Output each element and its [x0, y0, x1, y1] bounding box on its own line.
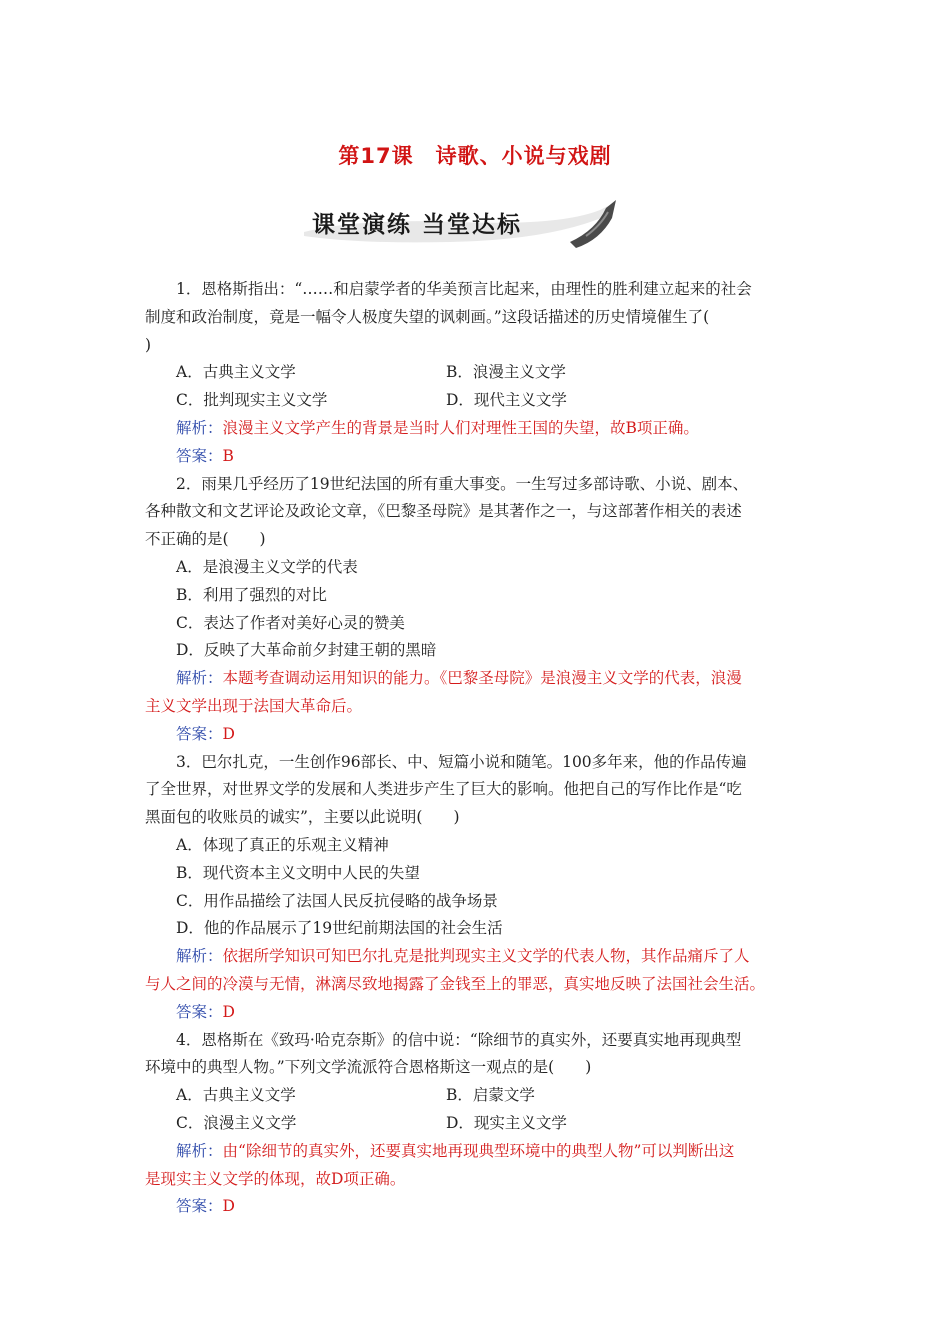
option-d: D．现实主义文学	[446, 1113, 567, 1132]
answer-label: 答案：	[176, 446, 223, 465]
analysis	[145, 665, 810, 693]
banner-title: 课堂演练 当堂达标	[312, 212, 523, 238]
option-b: B．利用了强烈的对比	[176, 585, 327, 604]
option-d: D．他的作品展示了19世纪前期法国的社会生活	[176, 919, 503, 938]
question-text-line: 2．雨果几乎经历了19世纪法国的所有重大事变。一生写过多部诗歌、小说、剧本、	[176, 474, 749, 493]
analysis	[145, 415, 810, 443]
answer-value: D	[222, 724, 235, 743]
options-row	[145, 1082, 810, 1110]
option-c: C．批判现实主义文学	[176, 391, 328, 410]
analysis-text-continued: 与人之间的冷漠与无情，淋漓尽致地揭露了金钱至上的罪恶，真实地反映了法国社会生活。	[145, 974, 766, 993]
analysis	[145, 1138, 810, 1166]
question-text-line: 3．巴尔扎克，一生创作96部长、中、短篇小说和随笔。100多年来，他的作品传遍	[176, 752, 747, 771]
options-row	[145, 359, 810, 387]
question-text-line: 黑面包的收账员的诚实”，主要以此说明( )	[145, 808, 460, 827]
question-text-line: 环境中的典型人物。”下列文学流派符合恩格斯这一观点的是( )	[145, 1058, 592, 1077]
question-text-line: 1．恩格斯指出：“……和启蒙学者的华美预言比起来，由理性的胜利建立起来的社会	[176, 280, 752, 298]
option-a: A．体现了真正的乐观主义精神	[176, 835, 389, 854]
analysis-text-continued: 是现实主义文学的体现，故D项正确。	[145, 1169, 406, 1188]
answer-label: 答案：	[176, 724, 223, 743]
option-b: B．启蒙文学	[446, 1086, 535, 1105]
answer-label: 答案：	[176, 1002, 223, 1021]
answer-value: B	[222, 446, 234, 465]
analysis-text: 浪漫主义文学产生的背景是当时人们对理性王国的失望，故B项正确。	[222, 418, 699, 437]
answer	[145, 443, 810, 471]
option-d: D．现代主义文学	[446, 391, 567, 410]
exercise-list	[145, 276, 810, 1221]
question-text-line: 不正确的是( )	[145, 530, 266, 549]
analysis-text: 本题考查调动运用知识的能力。《巴黎圣母院》是浪漫主义文学的代表，浪漫	[222, 669, 742, 688]
answer-value: D	[222, 1197, 235, 1216]
option-c: C．用作品描绘了法国人民反抗侵略的战争场景	[176, 891, 498, 910]
answer	[145, 721, 810, 749]
option-c: C．浪漫主义文学	[176, 1113, 297, 1132]
question-4	[145, 1027, 810, 1222]
section-banner	[300, 196, 620, 254]
analysis-label: 解析：	[176, 418, 223, 437]
option-b: B．浪漫主义文学	[446, 363, 566, 382]
option-b: B．现代资本主义文明中人民的失望	[176, 863, 420, 882]
analysis-label: 解析：	[176, 1141, 223, 1160]
options-row	[145, 1110, 810, 1138]
analysis-text: 由“除细节的真实外，还要真实地再现典型环境中的典型人物”可以判断出这	[222, 1141, 735, 1160]
option-a: A．古典主义文学	[176, 1086, 296, 1105]
option-a: A．古典主义文学	[176, 363, 296, 382]
options-row	[145, 387, 810, 415]
answer-value: D	[222, 1002, 235, 1021]
option-d: D．反映了大革命前夕封建王朝的黑暗	[176, 641, 437, 660]
analysis-text: 依据所学知识可知巴尔扎克是批判现实主义文学的代表人物，其作品痛斥了人	[222, 947, 750, 966]
analysis-label: 解析：	[176, 669, 223, 688]
answer-label: 答案：	[176, 1197, 223, 1216]
option-a: A．是浪漫主义文学的代表	[176, 557, 358, 576]
analysis-label: 解析：	[176, 947, 223, 966]
question-2	[145, 471, 810, 749]
answer	[145, 999, 810, 1027]
question-1	[145, 276, 810, 471]
question-text-line: )	[145, 335, 152, 354]
question-3	[145, 749, 810, 1027]
answer	[145, 1193, 810, 1221]
option-c: C．表达了作者对美好心灵的赞美	[176, 613, 405, 632]
question-text-line: 制度和政治制度，竟是一幅令人极度失望的讽刺画。”这段话描述的历史情境催生了(	[145, 307, 710, 326]
page-title: 第17课 诗歌、小说与戏剧	[338, 144, 612, 168]
analysis	[145, 943, 810, 971]
analysis-text-continued: 主义文学出现于法国大革命后。	[145, 696, 363, 715]
question-text-line: 各种散文和文艺评论及政论文章，《巴黎圣母院》是其著作之一，与这部著作相关的表述	[145, 502, 742, 521]
question-text-line: 了全世界，对世界文学的发展和人类进步产生了巨大的影响。他把自己的写作比作是“吃	[145, 780, 742, 799]
question-text-line: 4．恩格斯在《致玛·哈克奈斯》的信中说：“除细节的真实外，还要真实地再现典型	[176, 1030, 742, 1049]
